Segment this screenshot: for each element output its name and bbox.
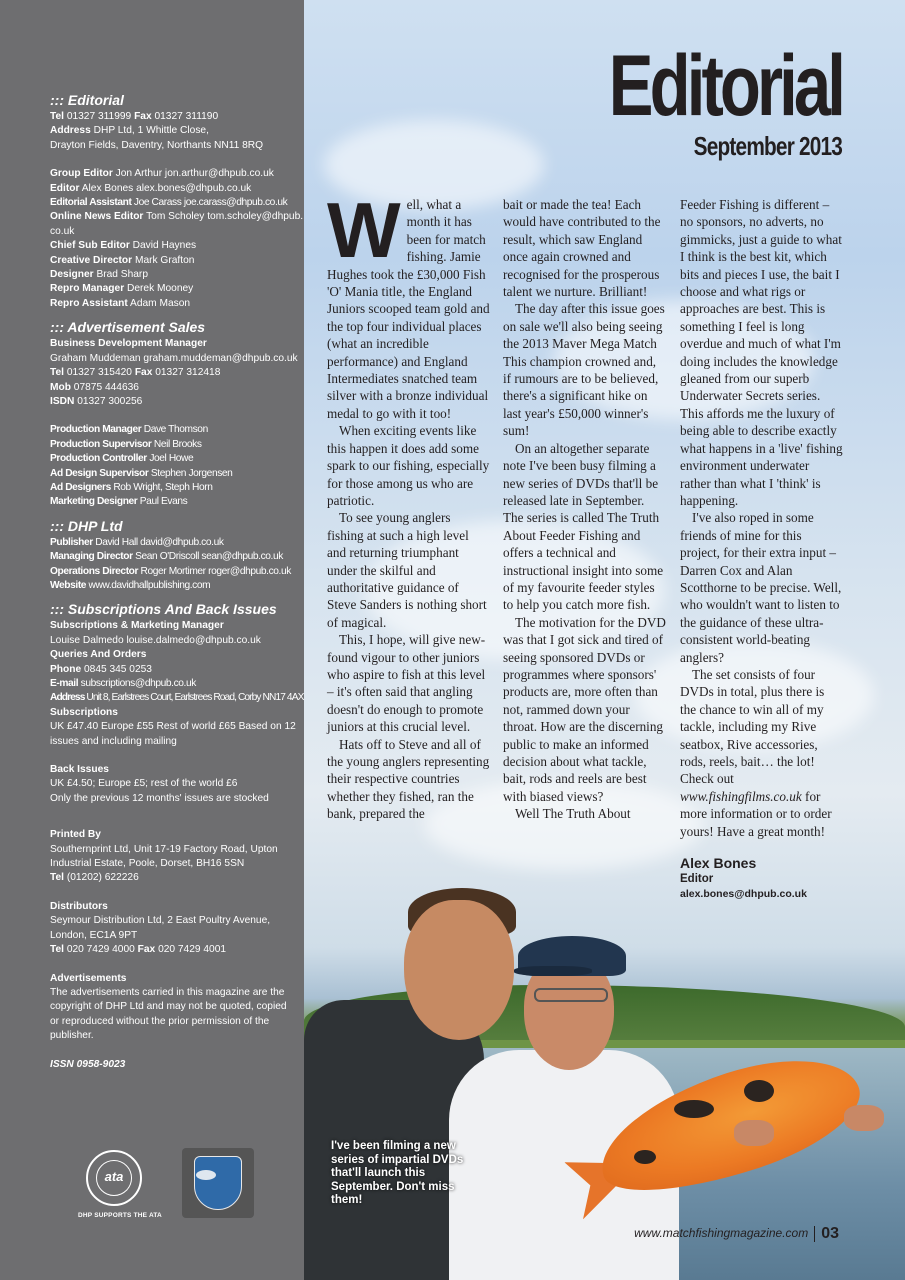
staff-line: Website www.davidhallpublishing.com: [50, 579, 211, 591]
paragraph: The motivation for the DVD was that I got sick and tired of seeing sponsored DVDs or programmes where sponsors' products are, more often than not, rammed down your throat. How are the discerning public to make an informed decision about what tackle, bait, rods and reels are best with biased views?: [503, 614, 666, 804]
distributors-label: Distributors: [50, 900, 108, 912]
page-title: Editorial: [608, 38, 842, 134]
paragraph: To see young anglers fishing at such a high level and returning triumphant under the skilful and authoritative guidance of Steve Sanders is nothing short of magical.: [327, 510, 487, 630]
page-number: 03: [821, 1224, 839, 1242]
masthead-sidebar: ::: Editorial Tel 01327 311999 Fax 01327 311190 Address DHP Ltd, 1 Whittle Close, Drayton Fields, Daventry, Northants NN11 8RQ Group Editor Jon Arthur jon.arthur@dhpub.co.uk Editor Alex Bones alex.bones@dhpub.co.uk Editorial Assistant Joe Carass joe.carass@dhpub.co.uk Online News Editor Tom Scholey tom.scholey@dhpub. co.uk Chief Sub Editor David Haynes Creative Director Mark Grafton Designer Brad Sharp Repro Manager Derek Mooney Repro Assistant Adam Mason ::: Advertisement Sales Business Development Manager Graham Muddeman graham.muddeman@dhpub.co.uk Tel 01327 315420 Fax 01327 312418 Mob 07875 444636 ISDN 01327 300256 Production Manager Dave Thomson Production Supervisor Neil Brooks Production Controller Joel Howe Ad Design Supervisor Stephen Jorgensen Ad Designers Rob Wright, Steph Horn Marketing Designer Paul Evans ::: DHP Ltd Publisher David Hall david@dhpub.co.uk Managing Director Sean O'Driscoll sean@dhpub.co.uk Operations Director Roger Mortimer roger@dhpub.co.uk Website www.davidhallpublishing.com ::: Subscriptions And Back Issues Subscriptions & Marketing Manager Louise Dalmedo louise.dalmedo@dhpub.co.uk Queries And Orders Phone 0845 345 0253 E-mail subscriptions@dhpub.co.uk Address Unit 8, Earlstrees Court, Earlstrees Road, Corby NN17 4AX Subscriptions UK £47.40 Europe £55 Rest of world £65 Based on 12 issues and including mailing Back Issues UK £4.50; Europe £5; rest of the world £6 Only the previous 12 months' issues are stocked Printed By Southernprint Ltd, Unit 17-19 Factory Road, Upton Industrial Estate, Poole, Dorset, BH16 5SN Tel (01202) 622226 Distributors Seymour Distribution Ltd, 2 East Poultry Avenue, London, EC1A 9PT Tel 020 7429 4000 Fax 020 7429 4001 Advertisements The advertisements carried in this magazine are the copyright of DHP Ltd and may not be quoted, copied or reproduced without the prior permission of the publisher. ISSN 0958-9023: [0, 0, 304, 1280]
bdm-contact: Graham Muddeman graham.muddeman@dhpub.co.uk: [50, 352, 298, 364]
staff-line: Editorial Assistant Joe Carass joe.carass@dhpub.co.uk: [50, 197, 288, 209]
staff-line: Repro Manager Derek Mooney: [50, 283, 194, 295]
paragraph: Well, what a month it has been for match fishing. Jamie Hughes took the £30,000 Fish 'O' Mania title, the England Juniors scooped team gold and the top four individual places (what an incredible performance) and England Intermediates snatched team silver with a bronze individual medal to go with it too!: [327, 186, 490, 421]
staff-line: Repro Assistant Adam Mason: [50, 297, 191, 309]
paragraph: Well The Truth About: [515, 806, 631, 822]
author-email[interactable]: alex.bones@dhpub.co.uk: [680, 888, 807, 901]
dhp-staff-list: [50, 536, 292, 594]
editorial-address-line2: Drayton Fields, Daventry, Northants NN11 8RQ: [50, 139, 264, 151]
author-role: Editor: [680, 873, 714, 886]
paragraph: When exciting events like this happen it does add some spark to our fishing, especially for those among us who are patriotic.: [327, 423, 490, 508]
staff-line: Production Controller Joel Howe: [50, 453, 194, 465]
staff-line: Group Editor Jon Arthur jon.arthur@dhpub.co.uk: [50, 168, 274, 180]
editorial-tel: 01327 311999: [66, 111, 132, 122]
article-column-3: [680, 196, 843, 902]
paragraph: The set consists of four DVDs in total, plus there is the chance to win all of my tackle, including my Rive seatbox, Rive accessories, rods, reels, bait… the lot! Check out www.fishingfilms.co.uk for more information or to order yours! Have a great month!: [680, 666, 832, 839]
staff-line: Online News Editor Tom Scholey tom.scholey@dhpub.: [50, 211, 304, 223]
staff-line: Designer Brad Sharp: [50, 269, 148, 281]
paragraph: bait or made the tea! Each would have contributed to the result, which saw England once again crowned and recognised for the prosperous talent we nurture. Brilliant!: [503, 197, 661, 300]
paragraph: Hats off to Steve and all of the young anglers representing their respective countries whether they fished, ran the bank, prepared the: [327, 736, 490, 822]
dropcap: W: [327, 186, 401, 274]
photo-caption: I've been filming a new series of impartial DVDs that'll launch this September. Don't miss them!: [331, 1140, 464, 1206]
issn: ISSN 0958-9023: [50, 1058, 126, 1070]
glasses-icon: [534, 988, 608, 1002]
staff-line: Operations Director Roger Mortimer roger@dhpub.co.uk: [50, 565, 291, 577]
staff-line: co.uk: [50, 225, 75, 237]
staff-line: Production Manager Dave Thomson: [50, 424, 208, 436]
article-column-2: [503, 196, 666, 823]
paragraph: The day after this issue goes on sale we'll also being seeing the 2013 Maver Mega Match This champion crowned and, if rumours are to be believed, there's a significant hike on last year's £50,000 winner's sum!: [503, 301, 665, 439]
paragraph: On an altogether separate note I've been busy filming a new series of DVDs that'll be released late in September. The series is called The Truth About Feeder Fishing and offers a technical and instructional insight into some of my favourite feeder styles to help you catch more fish.: [503, 440, 664, 613]
page-header: [543, 38, 842, 160]
ata-logo-icon: ata: [86, 1150, 142, 1206]
staff-line: Marketing Designer Paul Evans: [50, 496, 188, 508]
staff-line: Publisher David Hall david@dhpub.co.uk: [50, 536, 224, 548]
staff-line: Chief Sub Editor David Haynes: [50, 240, 197, 252]
paragraph: This, I hope, will give new-found vigour to other juniors who aspire to fish at this level – it's often said that angling doesn't do enough to promote juniors at this crucial level.: [327, 632, 486, 735]
editorial-address: DHP Ltd, 1 Whittle Close,: [93, 125, 209, 137]
page-footer: [634, 1225, 839, 1242]
paragraph: I've also roped in some friends of mine for this project, for their extra input – Darren Cox and Alan Scotthorne to be precise. Well, who wouldn't want to listen to the guidance of these ultra-consistent world-beating anglers?: [680, 510, 842, 665]
staff-line: Editor Alex Bones alex.bones@dhpub.co.uk: [50, 182, 252, 194]
advertisements-label: Advertisements: [50, 972, 127, 984]
logos: [78, 1148, 278, 1228]
subscriptions-heading: ::: Subscriptions And Back Issues: [50, 601, 277, 618]
staff-line: Production Supervisor Neil Brooks: [50, 438, 202, 450]
staff-line: Managing Director Sean O'Driscoll sean@dhpub.co.uk: [50, 551, 283, 563]
issue-date: September 2013: [693, 131, 842, 161]
subs-manager: Louise Dalmedo louise.dalmedo@dhpub.co.uk: [50, 634, 261, 646]
staff-line: Ad Design Supervisor Stephen Jorgensen: [50, 467, 233, 479]
bdm-label: Business Development Manager: [50, 338, 207, 350]
staff-line: Creative Director Mark Grafton: [50, 254, 195, 266]
editorial-staff-list: [50, 167, 304, 311]
editorial-fax: 01327 311190: [154, 111, 219, 122]
dhp-heading: ::: DHP Ltd: [50, 517, 123, 534]
website-link[interactable]: www.fishingfilms.co.uk: [680, 788, 802, 804]
ata-caption: DHP SUPPORTS THE ATA: [78, 1212, 162, 1219]
paragraph: Feeder Fishing is different – no sponsors, no adverts, no gimmicks, just a guide to what I think is the best kit, which bits and pieces I use, the bait I choose and what rigs or approaches are best. This is something I feel is long overdue and much of what I'm doing includes the knowledge gleaned from our superb Underwater Secrets series. This affords me the luxury of being able to describe exactly what happens in a 'live' fishing environment underwater rather than what I 'think' is happening.: [680, 197, 843, 508]
production-staff-list: [50, 423, 292, 509]
advertisement-sales-heading: ::: Advertisement Sales: [50, 319, 206, 336]
printed-by-label: Printed By: [50, 829, 101, 841]
staff-line: Ad Designers Rob Wright, Steph Horn: [50, 481, 213, 493]
footer-url[interactable]: www.matchfishingmagazine.com: [634, 1226, 809, 1240]
fisheries-badge-icon: [182, 1148, 254, 1218]
author-name: Alex Bones: [680, 855, 757, 872]
editorial-heading: ::: Editorial: [50, 92, 124, 108]
article-column-1: [327, 186, 490, 823]
